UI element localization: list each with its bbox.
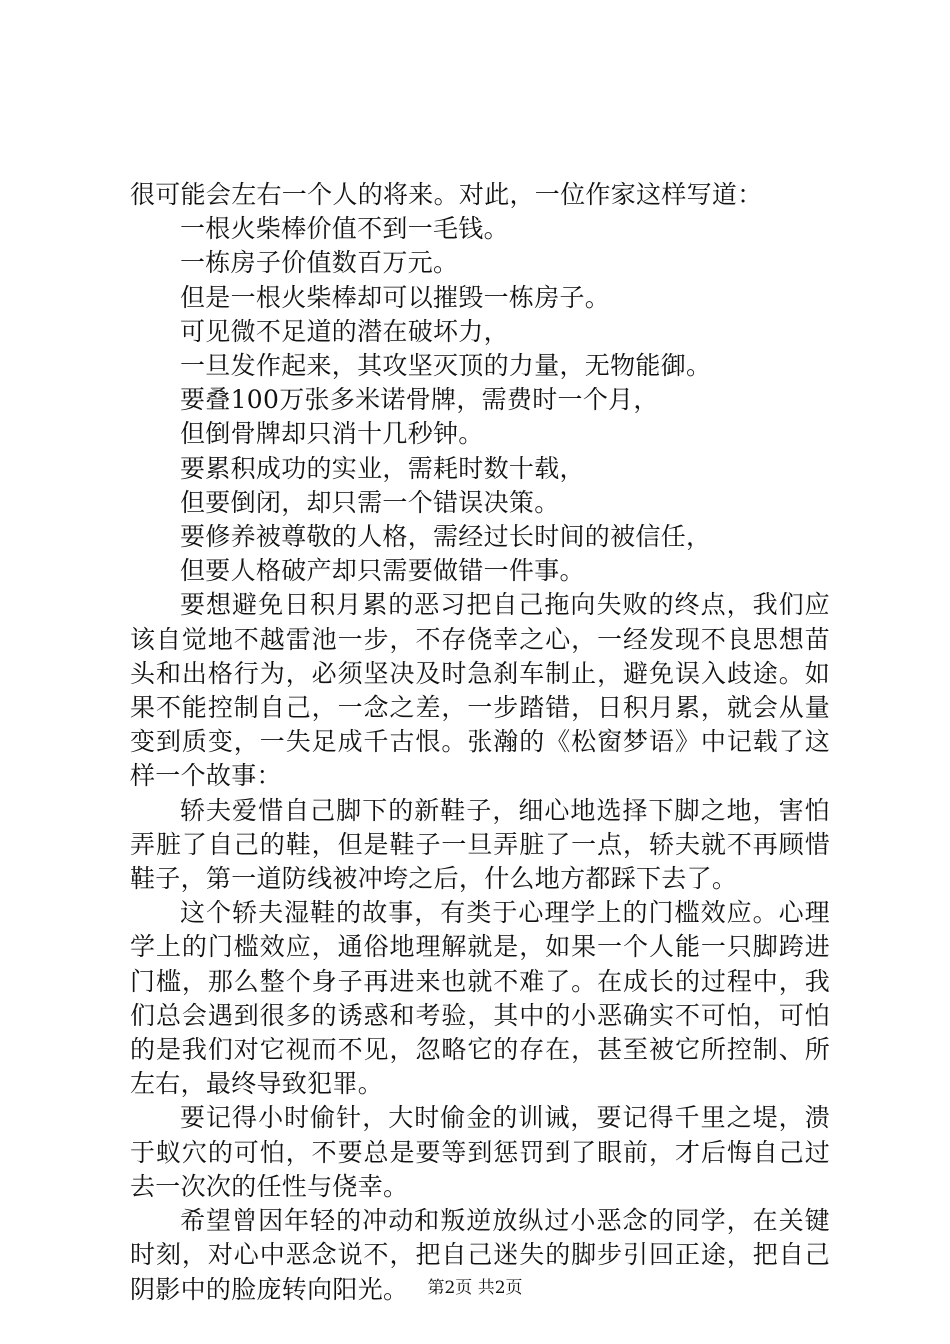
paragraph-5: 一旦发作起来，其攻坚灭顶的力量，无物能御。 xyxy=(180,351,712,381)
paragraph-16: 希望曾因年轻的冲动和叛逆放纵过小恶念的同学，在关键时刻，对心中恶念说不，把自己迷失的脚步引回正途，把自己阴影中的脸庞转向阳光。 xyxy=(130,1206,830,1304)
paragraph-13: 轿夫爱惜自己脚下的新鞋子，细心地选择下脚之地，害怕弄脏了自己的鞋，但是鞋子一旦弄脏了一点，轿夫就不再顾惜鞋子，第一道防线被冲垮之后，什么地方都踩下去了。 xyxy=(130,795,830,894)
paragraph-15: 要记得小时偷针，大时偷金的训诫，要记得千里之堤，溃于蚁穴的可怕，不要总是要等到惩罚到了眼前，才后悔自己过去一次次的任性与侥幸。 xyxy=(130,1103,830,1201)
document-body xyxy=(130,178,830,1307)
paragraph-2: 一栋房子价值数百万元。 xyxy=(180,248,459,278)
paragraph-4: 可见微不足道的潜在破坏力， xyxy=(180,316,509,346)
paragraph-7: 但倒骨牌却只消十几秒钟。 xyxy=(180,419,484,449)
page-footer: 第2页 共2页 xyxy=(427,1278,523,1298)
paragraph-3: 但是一根火柴棒却可以摧毁一栋房子。 xyxy=(180,282,611,312)
paragraph-10: 要修养被尊敬的人格，需经过长时间的被信任， xyxy=(180,522,712,552)
paragraph-1: 一根火柴棒价值不到一毛钱。 xyxy=(180,214,509,244)
paragraph-6: 要叠100万张多米诺骨牌，需费时一个月， xyxy=(180,385,659,415)
paragraph-0: 很可能会左右一个人的将来。对此，一位作家这样写道： xyxy=(130,180,763,209)
paragraph-11: 但要人格破产却只需要做错一件事。 xyxy=(180,556,585,586)
paragraph-9: 但要倒闭，却只需一个错误决策。 xyxy=(180,487,560,517)
paragraph-12: 要想避免日积月累的恶习把自己拖向失败的终点，我们应该自觉地不越雷池一步，不存侥幸之心，一经发现不良思想苗头和出格行为，必须坚决及时急刹车制止，避免误入歧途。如果不能控制自己，一念之差，一步踏错，日积月累，就会从量变到质变，一失足成千古恨。张瀚的《松窗梦语》中记载了这样一个故事： xyxy=(130,590,830,791)
paragraph-8: 要累积成功的实业，需耗时数十载， xyxy=(180,453,585,483)
paragraph-14: 这个轿夫湿鞋的故事，有类于心理学上的门槛效应。心理学上的门槛效应，通俗地理解就是，如果一个人能一只脚跨进门槛，那么整个身子再进来也就不难了。在成长的过程中，我们总会遇到很多的诱惑和考验，其中的小恶确实不可怕，可怕的是我们对它视而不见，忽略它的存在，甚至被它所控制、所左右，最终导致犯罪。 xyxy=(130,898,830,1099)
